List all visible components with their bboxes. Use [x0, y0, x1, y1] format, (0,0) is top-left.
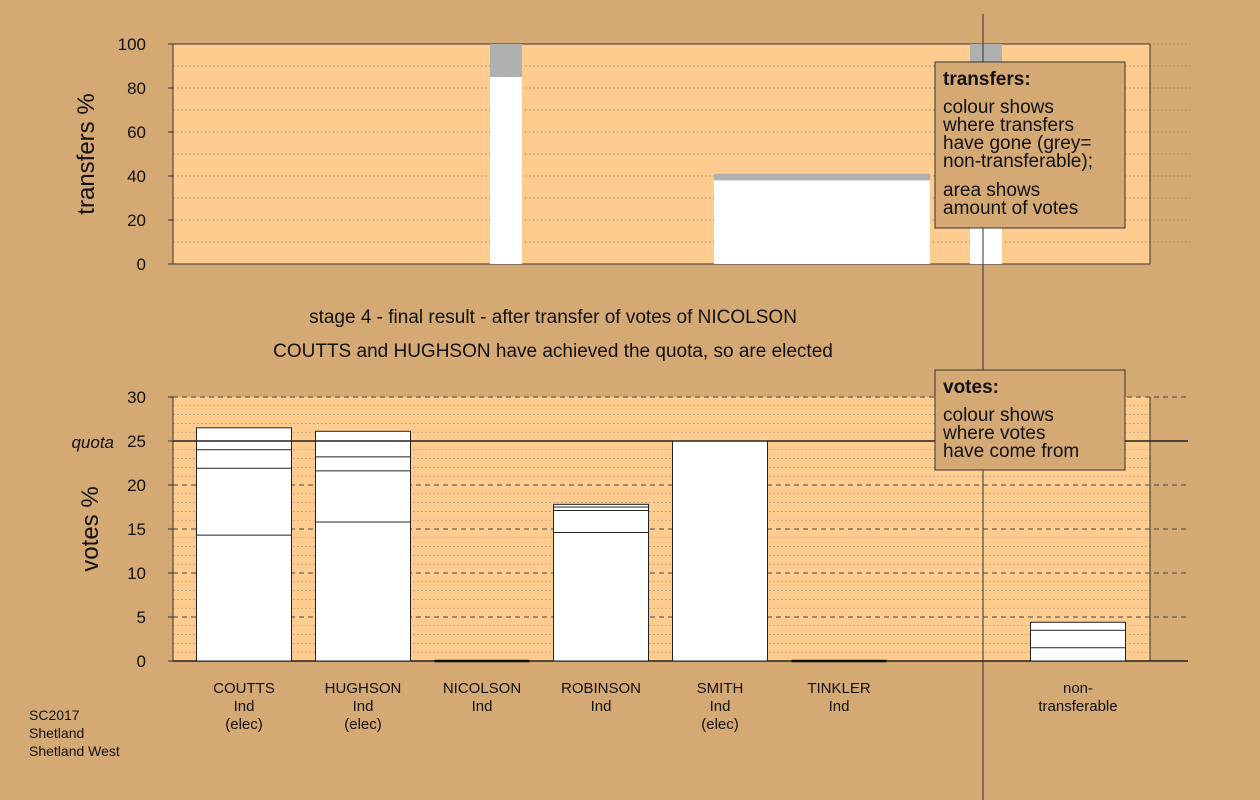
- category-label: Ind: [352, 698, 374, 715]
- transfers-y-tick-label: 60: [127, 123, 146, 142]
- transfer-bar-white: [714, 180, 930, 264]
- legend-transfers-text: amount of votes: [943, 198, 1079, 219]
- category-label: Ind: [471, 698, 493, 715]
- transfer-bar-grey: [714, 174, 930, 181]
- category-label: ROBINSON: [560, 680, 642, 697]
- votes-y-tick-label: 5: [136, 608, 146, 627]
- legend-transfers-text: have gone (grey=: [943, 133, 1092, 154]
- transfer-bar-grey: [490, 44, 522, 77]
- votes-y-tick-label: 20: [127, 476, 146, 495]
- category-label: COUTTS: [213, 680, 275, 697]
- vote-bar: [673, 441, 768, 661]
- category-label: transferable: [1038, 698, 1118, 715]
- category-label: Ind: [828, 698, 850, 715]
- category-label: non-: [1062, 680, 1094, 697]
- category-label: Ind: [590, 698, 612, 715]
- legend-votes-text: where votes: [943, 423, 1046, 444]
- transfers-y-tick-label: 40: [127, 167, 146, 186]
- vote-bar: [316, 431, 411, 661]
- legend-transfers-text: area shows: [943, 180, 1041, 201]
- category-label: Ind: [233, 698, 255, 715]
- category-label: HUGHSON: [324, 680, 402, 697]
- category-label: Ind: [709, 698, 731, 715]
- legend-votes-text: colour shows: [943, 405, 1054, 426]
- category-label: (elec): [225, 716, 263, 733]
- legend-votes-text: have come from: [943, 441, 1080, 462]
- legend-transfers-title: transfers:: [943, 69, 1031, 90]
- transfers-y-tick-label: 0: [136, 255, 146, 274]
- quota-label: quota: [71, 433, 114, 452]
- caption-stage: stage 4 - final result - after transfer of votes of NICOLSON: [309, 307, 797, 328]
- transfers-y-axis-title: transfers %: [73, 93, 100, 215]
- vote-bar: [197, 428, 292, 661]
- legend-transfers-text: colour shows: [943, 97, 1054, 118]
- transfers-y-tick-label: 100: [117, 35, 146, 54]
- votes-y-tick-label: 25: [127, 432, 146, 451]
- legend-transfers-text: where transfers: [943, 115, 1074, 136]
- category-label: TINKLER: [807, 680, 871, 697]
- category-label: (elec): [701, 716, 739, 733]
- votes-y-tick-label: 10: [127, 564, 146, 583]
- footer-text: SC2017: [29, 707, 80, 723]
- category-label: SMITH: [696, 680, 744, 697]
- category-label: (elec): [344, 716, 382, 733]
- votes-y-tick-label: 0: [136, 652, 146, 671]
- transfers-y-tick-label: 20: [127, 211, 146, 230]
- footer-text: Shetland: [29, 725, 85, 741]
- legend-votes-title: votes:: [943, 377, 999, 398]
- transfers-y-tick-label: 80: [127, 79, 146, 98]
- votes-y-axis-title: votes %: [77, 486, 104, 572]
- votes-y-tick-label: 15: [127, 520, 146, 539]
- vote-bar: [554, 504, 649, 661]
- votes-y-tick-label: 30: [127, 388, 146, 407]
- category-label: NICOLSON: [442, 680, 522, 697]
- legend-transfers-text: non-transferable);: [943, 151, 1093, 172]
- transfer-bar-white: [490, 77, 522, 264]
- footer-text: Shetland West: [29, 743, 120, 759]
- vote-bar: [1031, 622, 1126, 661]
- caption-elected: COUTTS and HUGHSON have achieved the quota, so are elected: [273, 341, 833, 362]
